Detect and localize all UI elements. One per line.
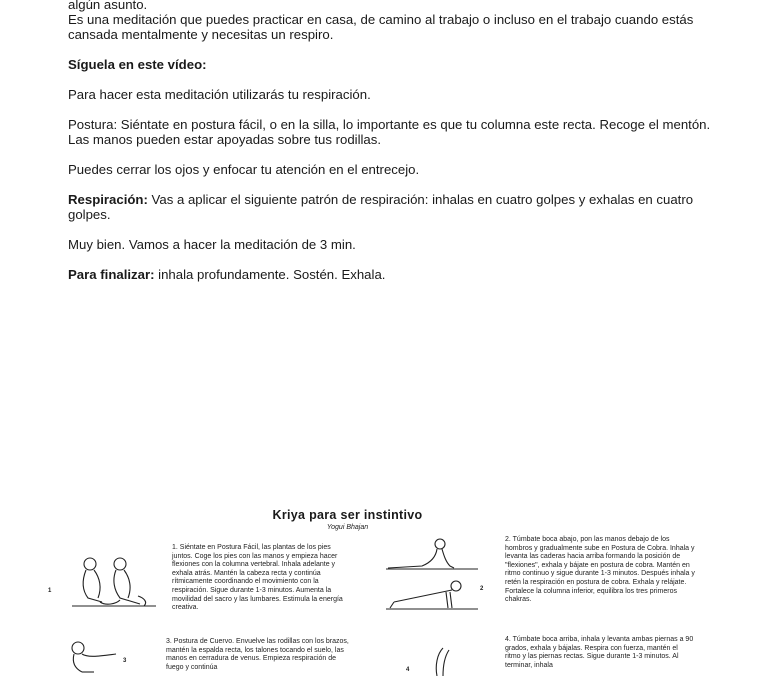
respiration-text: Vas a aplicar el siguiente patrón de respiración: inhalas en cuatro golpes y exhalas en cuatro golpes. bbox=[68, 192, 694, 222]
finish-label: Para finalizar: bbox=[68, 267, 155, 282]
respiration-label: Respiración: bbox=[68, 192, 148, 207]
finish-text: inhala profundamente. Sostén. Exhala. bbox=[154, 267, 386, 282]
step-4-number: 4 bbox=[406, 667, 410, 673]
figure-leg-raise-icon bbox=[425, 646, 455, 676]
posture-paragraph: Postura: Siéntate en postura fácil, o en la silla, lo importante es que tu columna este recta. Recoge el mentón. Las manos pueden estar apoyadas sobre tus rodillas. bbox=[68, 117, 711, 147]
kriya-title: Kriya para ser instintivo bbox=[272, 508, 423, 522]
step-1-number: 1 bbox=[48, 588, 52, 594]
figure-seated-flex-icon bbox=[60, 552, 170, 612]
step-3-text: 3. Postura de Cuervo. Envuelve las rodillas con los brazos, mantén la espalda recta, los talones tocando el suelo, las manos en cerradura de venus. Empieza respiración de fuego y continúa bbox=[166, 638, 349, 671]
eyes-paragraph: Puedes cerrar los ojos y enfocar tu atención en el entrecejo. bbox=[68, 162, 420, 177]
step-3-number: 3 bbox=[123, 658, 127, 664]
kriya-author: Yogui Bhajan bbox=[326, 524, 369, 531]
figure-cobra-icon bbox=[382, 536, 482, 572]
step-1-text: 1. Siéntate en Postura Fácil, las plantas de los pies juntos. Coge los pies con las manos y empieza hacer flexiones con la columna vertebral. Inhala adelante y exhala atrás. Mantén la cabeza recta y continúa rítmicamente coordinando el movimiento con la respiración. Sigue durante 1-3 minutos. Aumenta la movilidad del sacro y las lumbares. Estimula la energía creativa. bbox=[172, 544, 343, 612]
intro-line-1: algún asunto. bbox=[68, 0, 148, 12]
meditation-text bbox=[68, 0, 718, 282]
figure-crow-pose-icon bbox=[60, 638, 130, 676]
intro-line-2: Es una meditación que puedes practicar en casa, de camino al trabajo o incluso en el trabajo cuando estás cansada mentalmente y necesitas un respiro. bbox=[68, 12, 694, 42]
step-4-text: 4. Túmbate boca arriba, inhala y levanta ambas piernas a 90 grados, exhala y bájalas. Respira con fuerza, mantén el ritmo y las piernas rectas. Sigue durante 1-3 minutos. Al terminar, inhala bbox=[505, 636, 694, 669]
step-2-number: 2 bbox=[480, 586, 484, 592]
respiration-paragraph bbox=[68, 192, 718, 222]
video-heading: Síguela en este vídeo: bbox=[68, 57, 207, 72]
start-paragraph: Muy bien. Vamos a hacer la meditación de 3 min. bbox=[68, 237, 356, 252]
figure-push-up-icon bbox=[382, 576, 482, 612]
finish-paragraph bbox=[68, 267, 718, 282]
kriya-sheet bbox=[40, 500, 740, 675]
breathing-intro: Para hacer esta meditación utilizarás tu respiración. bbox=[68, 87, 371, 102]
step-2-text: 2. Túmbate boca abajo, pon las manos debajo de los hombros y gradualmente sube en Postura de Cobra. Inhala y levanta las caderas hacia arriba formando la posición de "flexiones", exhala y bájate en postura de cobra. Mantén en ritmo continuo y sigue durante 1-3 minutos. Después inhala y retén la respiración en postura de cobra. Exhala y relájate. Fortalece la columna inferior, equilibra los tres primeros chakras. bbox=[505, 536, 695, 604]
